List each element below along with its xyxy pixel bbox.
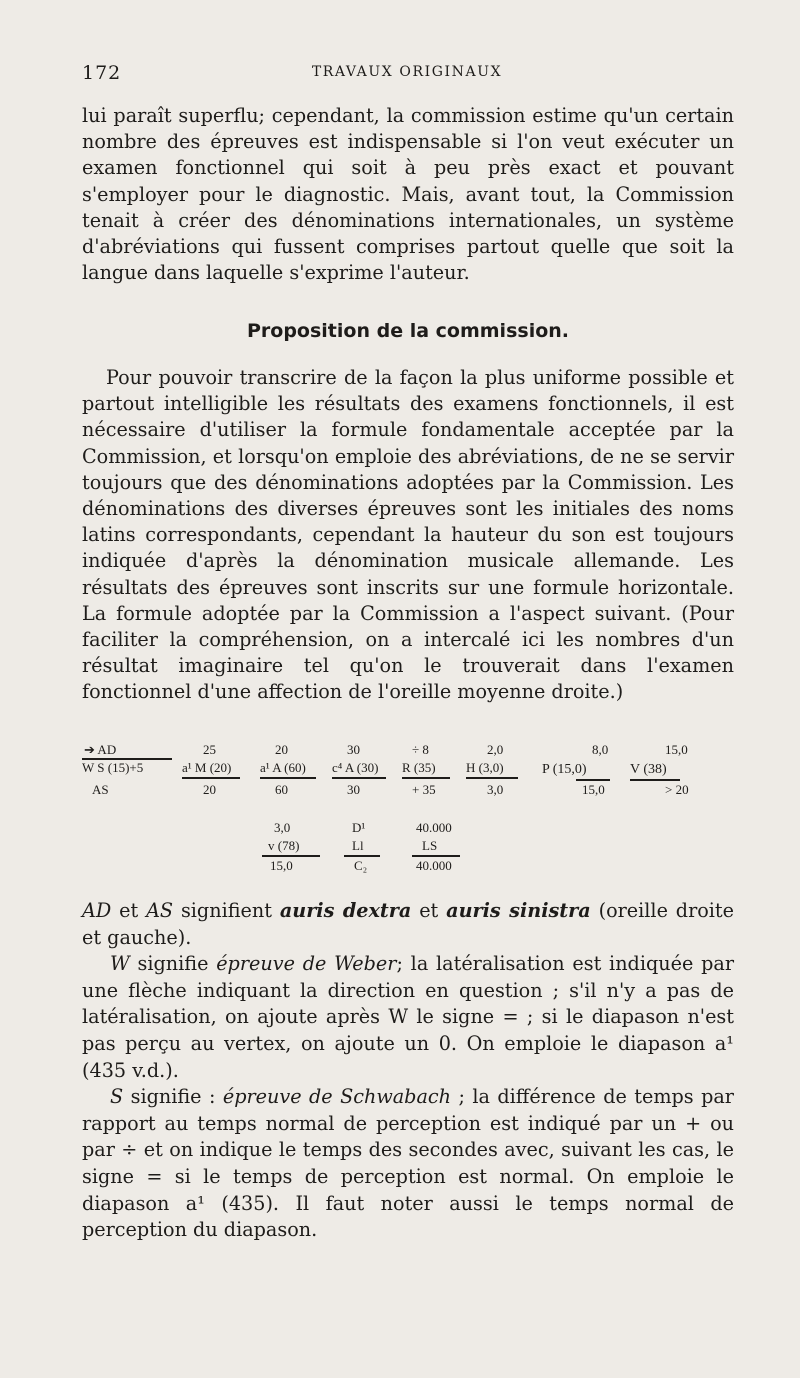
formula-ws: W S (15)+5 [82, 760, 144, 775]
formula-r1-c7: 15,0 [665, 742, 688, 757]
definition-schwabach: S signifie : épreuve de Schwabach ; la différence de temps par rapport au temps normal de perception est indiqué par un + ou par ÷ et on indique le temps des secondes avec, suivant les cas, le signe = si le temps de perception est normal. On emploie le diapason a¹ (435). Il faut noter aussi le temps normal de perception du diapason. [82, 1085, 734, 1242]
formula-r2-c6: P (15,0) [542, 762, 587, 777]
formula-r1-c6: 8,0 [592, 742, 609, 757]
formula-low-mid-3: LS [422, 838, 438, 853]
formula-r2-c7: V (38) [630, 762, 667, 777]
formula-rule [466, 777, 518, 779]
definition-weber: W signifie épreuve de Weber; la latéralisation est indiquée par une flèche indiquant la direction en question ; s'il n'y a pas de latéralisation, on ajoute après W le signe = ; si le diapason n'est pas perçu au vertex, on ajoute un 0. On emploie le diapason a¹ (435 v.d.). [82, 952, 734, 1082]
formula-r1-c3: 30 [347, 742, 360, 757]
formula-low-mid-2: Ll [352, 838, 364, 853]
page-header [82, 62, 732, 86]
formula-r2-c3: c⁴ A (30) [332, 760, 379, 775]
formula-rule [576, 779, 610, 781]
formula-r1-c4: ÷ 8 [412, 742, 429, 757]
section-title: Proposition de la commission. [246, 320, 570, 342]
formula-low-top-1: 3,0 [274, 820, 291, 835]
formula-r2-c2: a¹ A (60) [260, 760, 306, 775]
proposition-paragraph: Pour pouvoir transcrire de la façon la plus uniforme possible et partout intelligible les résultats des examens fonctionnels, il est nécessaire d'utiliser la formule fondamentale acceptée par la Commission, et lorsqu'on emploie des abréviations, de ne se servir toujours que des dénominations adoptées par la Commission. Les dénominations des diverses épreuves sont les initiales des noms latins correspondants, cependant la hauteur du son est toujours indiquée d'après la dénomination musicale allemande. Les résultats des épreuves sont inscrits sur une formule horizontale. La formule adoptée par la Commission a l'aspect suivant. (Pour faciliter la compréhension, on a intercalé ici les nombres d'un résultat imaginaire tel qu'on le trouverait dans l'examen fonctionnel d'une affection de l'oreille moyenne droite.) [82, 366, 734, 704]
running-title: TRAVAUX ORIGINAUX [311, 64, 503, 80]
formula-r3-c5: 3,0 [487, 782, 504, 797]
formula-r1-c1: 25 [203, 742, 216, 757]
formula-r3-c2: 60 [275, 782, 288, 797]
formula-r3-c1: 20 [203, 782, 216, 797]
formula-low-top-2: D¹ [352, 820, 366, 835]
formula-low-bot-2: C₂ [354, 858, 368, 873]
formula-r3-c3: 30 [347, 782, 360, 797]
formula-rule [182, 777, 240, 779]
formula-rule [262, 855, 320, 857]
formula-r3-c6: 15,0 [582, 782, 605, 797]
formula-r2-c1: a¹ M (20) [182, 760, 232, 775]
formula-r3-c4: + 35 [412, 782, 436, 797]
formula-low-bot-1: 15,0 [270, 858, 293, 873]
formula-r2-c5: H (3,0) [466, 760, 504, 775]
hearing-formula [82, 742, 734, 882]
formula-rule [412, 855, 460, 857]
formula-r2-c4: R (35) [402, 760, 436, 775]
formula-rule [344, 855, 380, 857]
formula-low-mid-1: v (78) [268, 838, 300, 853]
intro-paragraph: lui paraît superflu; cependant, la commission estime qu'un certain nombre des épreuves est indispensable si l'on veut exécuter un examen fonctionnel qui soit à peu près exact et pouvant s'employer pour le diagnostic. Mais, avant tout, la Commission tenait à créer des dénominations internationales, un système d'abréviations qui fussent comprises partout quelle que soit la langue dans laquelle s'exprime l'auteur. [82, 104, 734, 285]
page-number: 172 [82, 62, 122, 84]
formula-rule [260, 777, 316, 779]
definitions [82, 898, 734, 1244]
definition-ad-as: AD et AS signifient auris dextra et auris sinistra (oreille droite et gauche). [82, 899, 734, 949]
formula-rule [630, 779, 680, 781]
formula-rule [332, 777, 386, 779]
formula-r1-c2: 20 [275, 742, 288, 757]
formula-low-bot-3: 40.000 [416, 858, 452, 873]
formula-r3-c7: > 20 [665, 782, 689, 797]
formula-r1-c5: 2,0 [487, 742, 504, 757]
formula-low-top-3: 40.000 [416, 820, 452, 835]
formula-ad: ➔ AD [84, 742, 117, 757]
formula-as: AS [92, 782, 109, 797]
formula-rule [402, 777, 450, 779]
